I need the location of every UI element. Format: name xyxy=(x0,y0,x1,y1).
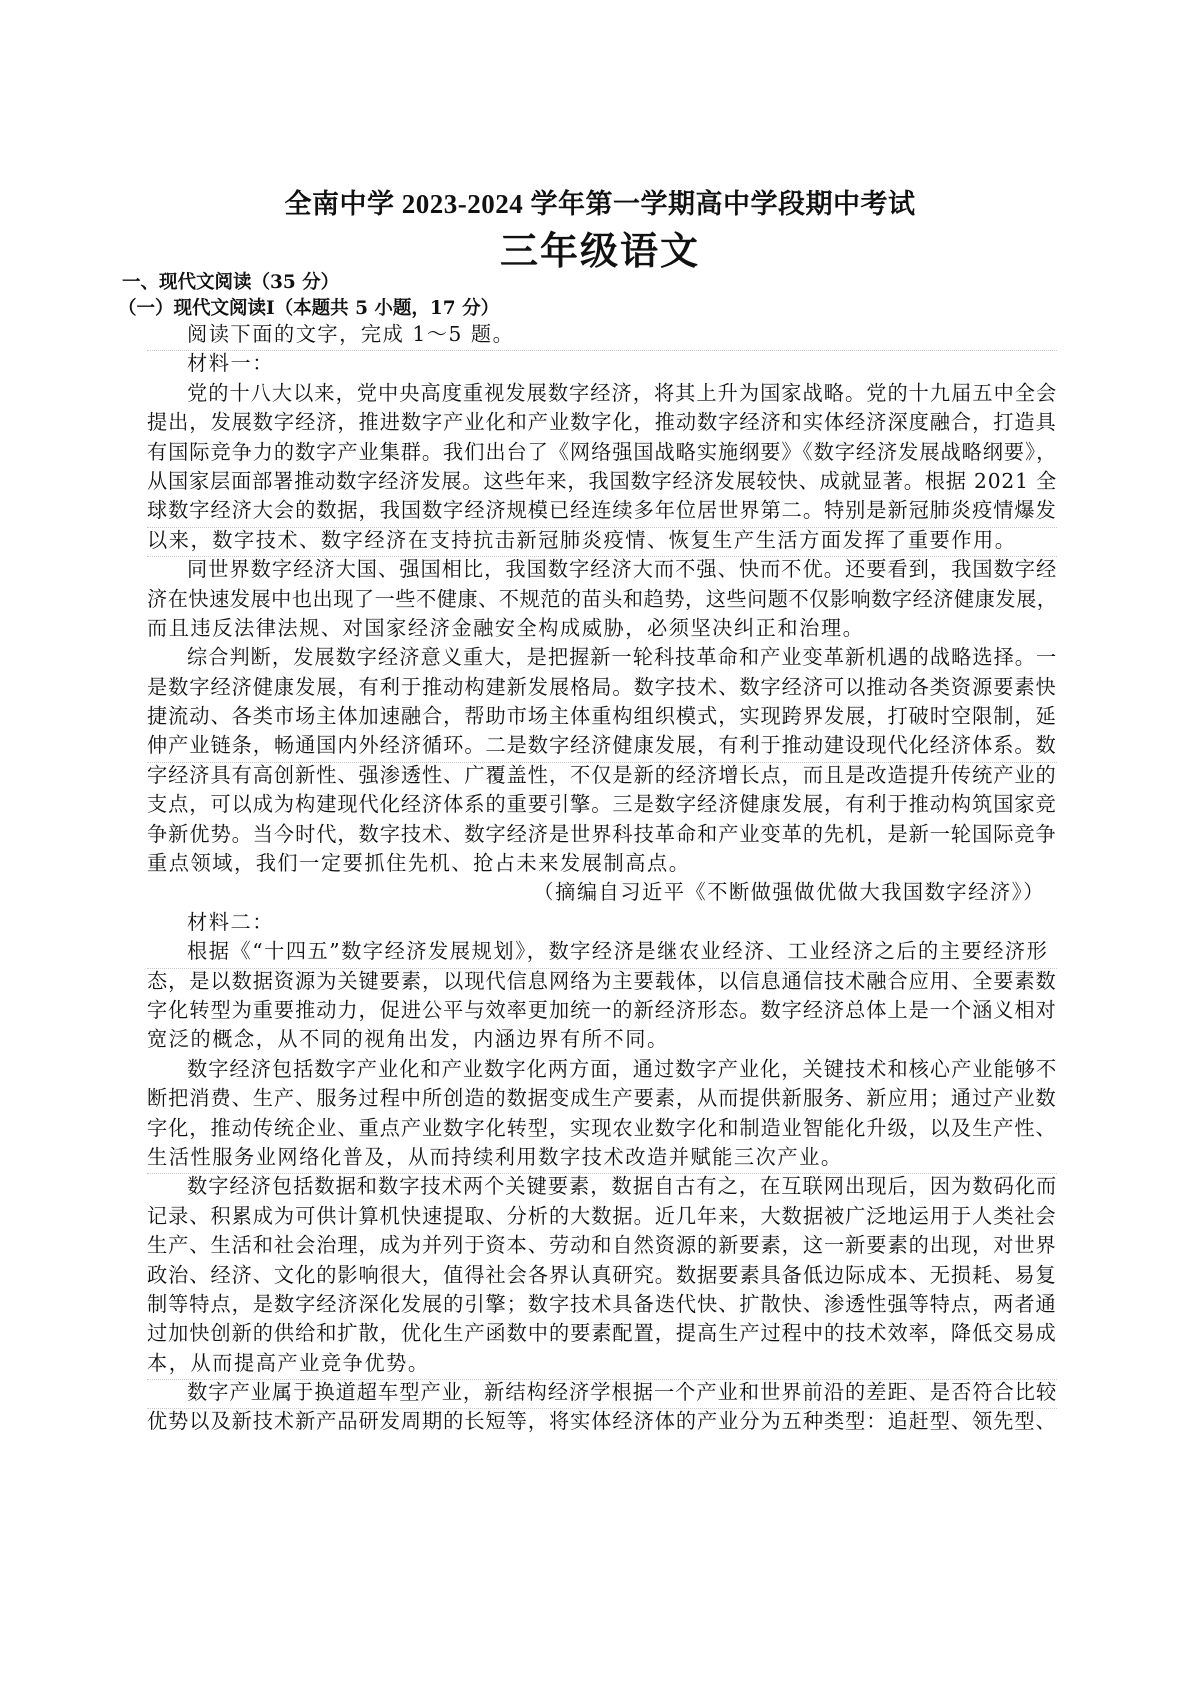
text-line: 制等特点，是数字经济深化发展的引擎；数字技术具备迭代快、扩散快、渗透性强等特点，两者通 xyxy=(147,1291,1057,1316)
exam-title: 全南中学 2023-2024 学年第一学期高中学段期中考试 xyxy=(284,189,916,219)
text-line: 宽泛的概念，从不同的视角出发，内涵边界有所不同。 xyxy=(147,1027,669,1052)
text-line: 本，从而提高产业竞争优势。 xyxy=(147,1349,1057,1378)
text-line: 字化，推动传统企业、重点产业数字化转型，实现农业数字化和制造业智能化升级，以及生产性、 xyxy=(147,1115,1057,1140)
text-line: 断把消费、生产、服务过程中所创造的数据变成生产要素，从而提供新服务、新应用；通过产业数 xyxy=(147,1086,1057,1111)
text-line: 提出，发展数字经济，推进数字产业化和产业数字化，推动数字经济和实体经济深度融合，打造具 xyxy=(147,410,1057,435)
text-line: 争新优势。当今时代，数字技术、数字经济是世界科技革命和产业变革的先机，是新一轮国际竞争 xyxy=(147,821,1057,846)
text-line: 数字产业属于换道超车型产业，新结构经济学根据一个产业和世界前沿的差距、是否符合比较 xyxy=(147,1378,1057,1407)
text-line: 是数字经济健康发展，有利于推动构建新发展格局。数字技术、数字经济可以推动各类资源要素快 xyxy=(147,674,1057,699)
passage-body xyxy=(147,320,1057,1437)
text-line: 支点，可以成为构建现代化经济体系的重要引擎。三是数字经济健康发展，有利于推动构筑国家竞 xyxy=(147,792,1057,817)
text-line: 态，是以数据资源为关键要素，以现代信息网络为主要载体，以信息通信技术融合应用、全要素数 xyxy=(147,968,1057,993)
text-line: 济在快速发展中也出现了一些不健康、不规范的苗头和趋势，这些问题不仅影响数字经济健康发展， xyxy=(147,586,1058,611)
text-line: 捷流动、各类市场主体加速融合，帮助市场主体重构组织模式，实现跨界发展，打破时空限制，延 xyxy=(147,704,1057,729)
text-line: 从国家层面部署推动数字经济发展。这些年来，我国数字经济发展较快、成就显著。根据 2021 全 xyxy=(147,468,1058,493)
text-line: 阅读下面的文字，完成 1～5 题。 xyxy=(147,320,1057,349)
text-line: 综合判断，发展数字经济意义重大，是把握新一轮科技革命和产业变革新机遇的战略选择。一 xyxy=(187,645,1058,670)
text-line: 记录、积累成为可供计算机快速提取、分析的大数据。近几年来，大数据被广泛地运用于人类社会 xyxy=(147,1203,1057,1228)
text-line: 根据《“十四五”数字经济发展规划》，数字经济是继农业经济、工业经济之后的主要经济形 xyxy=(147,937,1057,966)
text-line: 数字经济包括数字产业化和产业数字化两方面，通过数字产业化，关键技术和核心产业能够不 xyxy=(187,1056,1058,1081)
text-line: 球数字经济大会的数据，我国数字经济规模已经连续多年位居世界第二。特别是新冠肺炎疫情爆发 xyxy=(147,496,1057,525)
text-line: 伸产业链条，畅通国内外经济循环。二是数字经济健康发展，有利于推动建设现代化经济体系。数 xyxy=(147,731,1057,760)
text-line: 过加快创新的供给和扩散，优化生产函数中的要素配置，提高生产过程中的技术效率，降低交易成 xyxy=(147,1321,1057,1346)
section-subheading: （一）现代文阅读Ⅰ（本题共 5 小题，17 分） xyxy=(118,298,500,319)
text-line: 材料二： xyxy=(187,909,274,934)
text-line: 字化转型为重要推动力，促进公平与效率更加统一的新经济形态。数字经济总体上是一个涵义相对 xyxy=(147,997,1057,1022)
text-line: 有国际竞争力的数字产业集群。我们出台了《网络强国战略实施纲要》《数字经济发展战略纲要》， xyxy=(147,439,1058,464)
text-line: 材料一： xyxy=(187,351,274,376)
section-heading: 一、现代文阅读（35 分） xyxy=(122,272,340,293)
text-line: 字经济具有高创新性、强渗透性、广覆盖性，不仅是新的经济增长点，而且是改造提升传统产业的 xyxy=(147,762,1057,787)
text-line: 政治、经济、文化的影响很大，值得社会各界认真研究。数据要素具备低边际成本、无损耗、易复 xyxy=(147,1262,1057,1287)
text-line: 而且违反法律法规、对国家经济金融安全构成威胁，必须坚决纠正和治理。 xyxy=(147,615,865,640)
source-citation: （摘编自习近平《不断做强做优做大我国数字经济》） xyxy=(533,880,1045,905)
text-line: 以来，数字技术、数字经济在支持抗击新冠肺炎疫情、恢复生产生活方面发挥了重要作用。 xyxy=(147,526,1057,555)
text-line: 同世界数字经济大国、强国相比，我国数字经济大而不强、快而不优。还要看到，我国数字经 xyxy=(187,557,1058,582)
text-line: 生产、生活和社会治理，成为并列于资本、劳动和自然资源的新要素，这一新要素的出现，对世界 xyxy=(147,1233,1057,1258)
text-line: 党的十八大以来，党中央高度重视发展数字经济，将其上升为国家战略。党的十九届五中全会 xyxy=(187,380,1058,405)
text-line: 数字经济包括数据和数字技术两个关键要素，数据自古有之，在互联网出现后，因为数码化而 xyxy=(187,1174,1058,1199)
text-line: 优势以及新技术新产品研发周期的长短等，将实体经济体的产业分为五种类型：追赶型、领先型、 xyxy=(147,1409,1057,1434)
exam-subject: 三年级语文 xyxy=(499,231,700,273)
text-line: 重点领域，我们一定要抓住先机、抢占未来发展制高点。 xyxy=(147,851,691,876)
text-line: 生活性服务业网络化普及，从而持续利用数字技术改造并赋能三次产业。 xyxy=(147,1143,1057,1172)
